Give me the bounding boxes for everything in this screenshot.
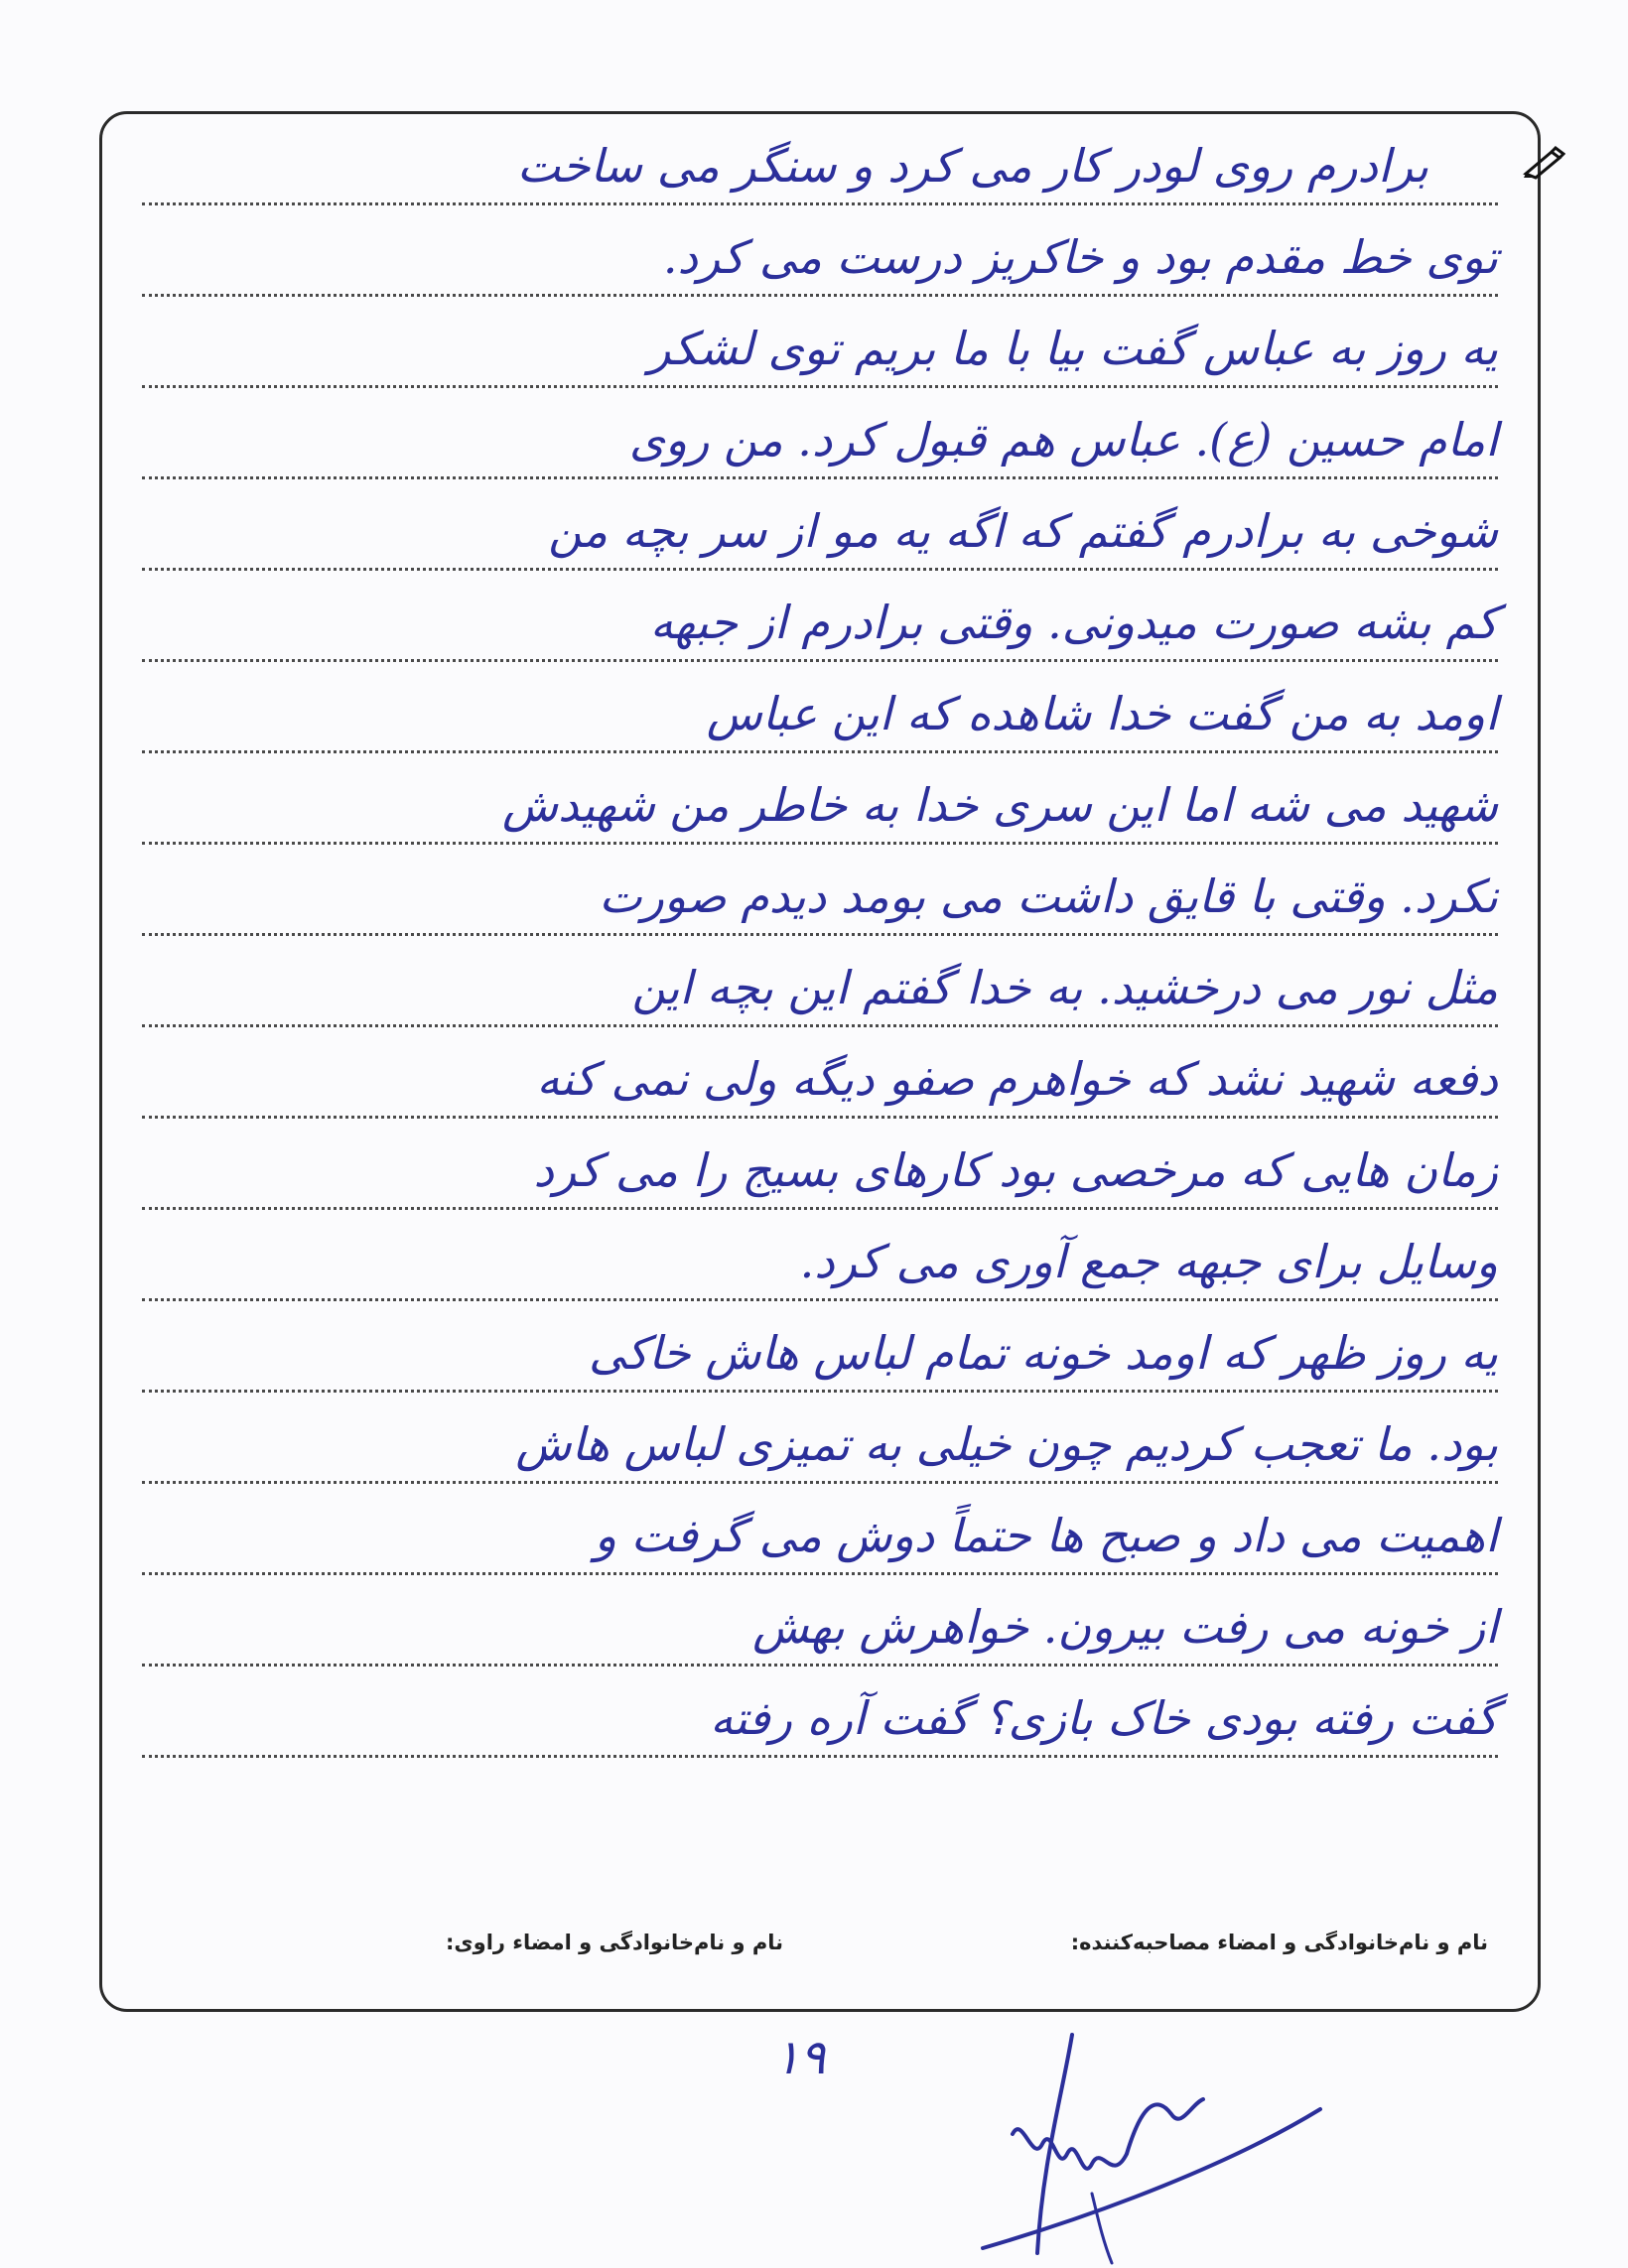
line-text: زمان هایی که مرخصی بود کارهای بسیج را می کرد: [533, 1143, 1498, 1197]
text-line: [142, 1484, 1498, 1575]
line-text: اهمیت می داد و صبح ها حتماً دوش می گرفت و: [594, 1509, 1498, 1562]
text-line: [142, 297, 1498, 388]
line-text: برادرم روی لودر کار می کرد و سنگر می ساخت: [516, 139, 1428, 193]
line-text: نکرد. وقتی با قایق داشت می بومد دیدم صورت: [599, 869, 1498, 923]
text-line: [142, 1667, 1498, 1758]
form-frame: [99, 111, 1541, 2012]
line-text: شوخی به برادرم گفتم که اگه یه مو از سر بچه من: [548, 504, 1498, 558]
line-text: مثل نور می درخشید. به خدا گفتم این بچه این: [631, 961, 1498, 1014]
text-line: [142, 205, 1498, 297]
line-text: یه روز ظهر که اومد خونه تمام لباس هاش خاکی: [589, 1326, 1498, 1380]
text-line: [142, 571, 1498, 662]
text-line: [142, 1027, 1498, 1119]
text-line: [142, 936, 1498, 1027]
narrator-signature-label: نام و نام‌خانوادگی و امضاء راوی:: [446, 1931, 783, 1954]
line-text: توی خط مقدم بود و خاکریز درست می کرد.: [662, 230, 1498, 284]
page-number: ۱۹: [774, 2030, 826, 2085]
line-text: امام حسین (ع). عباس هم قبول کرد. من روی: [628, 413, 1498, 467]
text-line: [142, 753, 1498, 845]
line-text: دفعه شهید نشد که خواهرم صفو دیگه ولی نمی کنه: [536, 1052, 1498, 1106]
text-line: [142, 1393, 1498, 1484]
signature-footer: [162, 1931, 1488, 1980]
text-line: [142, 1575, 1498, 1667]
text-line: [142, 388, 1498, 479]
line-text: کم بشه صورت میدونی. وقتی برادرم از جبهه: [649, 596, 1498, 649]
ruled-lines: [102, 114, 1538, 2009]
text-line: [142, 1119, 1498, 1210]
line-text: اومد به من گفت خدا شاهده که این عباس: [706, 687, 1498, 740]
line-text: گفت رفته بودی خاک بازی؟ گفت آره رفته: [710, 1691, 1498, 1745]
line-text: یه روز به عباس گفت بیا با ما بریم توی لشکر: [648, 322, 1498, 375]
text-line: [142, 1210, 1498, 1301]
text-line: [142, 662, 1498, 753]
line-text: وسایل برای جبهه جمع آوری می کرد.: [799, 1235, 1498, 1288]
text-line: [142, 1301, 1498, 1393]
line-text: شهید می شه اما این سری خدا به خاطر من شهیدش: [502, 778, 1498, 832]
interviewer-signature-label: نام و نام‌خانوادگی و امضاء مصاحبه‌کننده:: [1070, 1931, 1488, 1954]
text-line: [142, 845, 1498, 936]
text-line: [142, 479, 1498, 571]
text-line: [142, 114, 1498, 205]
handwritten-signature: [943, 2015, 1360, 2268]
line-text: بود. ما تعجب کردیم چون خیلی به تمیزی لباس هاش: [515, 1417, 1498, 1471]
line-text: از خونه می رفت بیرون. خواهرش بهش: [752, 1600, 1498, 1654]
